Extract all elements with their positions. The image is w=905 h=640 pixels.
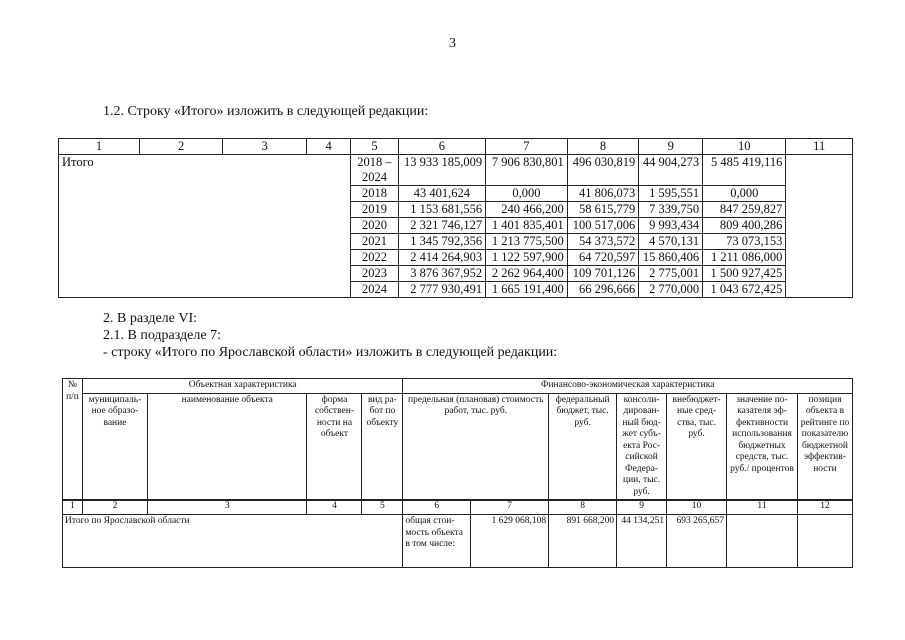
empty-cell — [727, 515, 798, 568]
value-cell: 9 993,434 — [639, 218, 703, 234]
paragraph-dash: - строку «Итого по Ярославской области» изложить в следующей редакции: — [103, 345, 558, 360]
value-cell: 2 414 264,903 — [398, 250, 486, 266]
year-cell: 2021 — [351, 234, 398, 250]
row-label-itogo: Итого — [59, 155, 351, 298]
value-cell: 496 030,819 — [567, 155, 639, 186]
value-cell: 1 211 086,000 — [703, 250, 786, 266]
value-cell: 58 615,779 — [567, 202, 639, 218]
value-cell: 15 860,406 — [639, 250, 703, 266]
value-cell: 1 500 927,425 — [703, 266, 786, 282]
value-cell: 66 296,666 — [567, 282, 639, 298]
table-row — [63, 515, 853, 568]
column-number: 2 — [139, 139, 222, 155]
value-cell: 3 876 367,952 — [398, 266, 486, 282]
table-group-header-row — [63, 379, 853, 394]
value-cell: 7 339,750 — [639, 202, 703, 218]
column-number: 1 — [59, 139, 140, 155]
header-rating-position: позиция объекта в рейтинге по показателю бюджетной эффективности — [797, 393, 852, 500]
value-cell: 240 466,200 — [486, 202, 568, 218]
column-number: 6 — [398, 139, 486, 155]
value-cell: 41 806,073 — [567, 186, 639, 202]
value-cell: 1 665 191,400 — [486, 282, 568, 298]
column-number: 8 — [567, 139, 639, 155]
value-cell: 44 134,251 — [617, 515, 667, 568]
header-object-characteristic: Объектная характеристика — [82, 379, 402, 394]
column-number: 5 — [362, 500, 403, 515]
totals-table — [58, 138, 853, 298]
year-cell: 2023 — [351, 266, 398, 282]
value-cell: 1 345 792,356 — [398, 234, 486, 250]
value-cell: 64 720,597 — [567, 250, 639, 266]
year-cell: 2024 — [351, 282, 398, 298]
header-financial-characteristic: Финансово-экономическая характеристика — [403, 379, 853, 394]
table-row — [59, 155, 853, 186]
table-header-row — [59, 139, 853, 155]
column-number: 7 — [471, 500, 549, 515]
page-number: 3 — [449, 36, 456, 51]
column-number: 9 — [639, 139, 703, 155]
year-cell: 2022 — [351, 250, 398, 266]
total-label: Итого по Ярославской области — [63, 515, 403, 568]
column-11-empty — [786, 155, 853, 298]
year-cell: 2018 — [351, 186, 398, 202]
paragraph-2: 2. В разделе VI: — [103, 311, 198, 326]
value-cell: 1 043 672,425 — [703, 282, 786, 298]
header-consolidated-budget: консолидированный бюджет субъекта Российской Федерации, тыс. руб. — [617, 393, 667, 500]
value-cell: 44 904,273 — [639, 155, 703, 186]
empty-cell — [797, 515, 852, 568]
value-cell: 847 259,827 — [703, 202, 786, 218]
value-cell: 1 629 068,108 — [471, 515, 549, 568]
value-cell: 2 262 964,400 — [486, 266, 568, 282]
column-number: 7 — [486, 139, 568, 155]
value-cell: 13 933 185,009 — [398, 155, 486, 186]
value-cell: 0,000 — [486, 186, 568, 202]
header-federal-budget: федеральный бюджет, тыс. руб. — [549, 393, 617, 500]
value-cell: 2 770,000 — [639, 282, 703, 298]
value-cell: 1 213 775,500 — [486, 234, 568, 250]
header-row-number: № п/п — [63, 379, 83, 501]
column-number: 10 — [703, 139, 786, 155]
column-number: 3 — [223, 139, 306, 155]
column-number: 4 — [306, 139, 350, 155]
value-cell: 1 153 681,556 — [398, 202, 486, 218]
column-number: 9 — [617, 500, 667, 515]
year-cell: 2020 — [351, 218, 398, 234]
value-cell: 693 265,657 — [667, 515, 727, 568]
header-work-type: вид работ по объекту — [362, 393, 403, 500]
value-cell: 1 401 835,401 — [486, 218, 568, 234]
column-number-row — [63, 500, 853, 515]
value-cell: 5 485 419,116 — [703, 155, 786, 186]
paragraph-2-1: 2.1. В подразделе 7: — [103, 328, 221, 343]
column-number: 2 — [82, 500, 147, 515]
column-number: 8 — [549, 500, 617, 515]
value-cell: 100 517,006 — [567, 218, 639, 234]
value-cell: 73 073,153 — [703, 234, 786, 250]
column-number: 12 — [797, 500, 852, 515]
column-number: 10 — [667, 500, 727, 515]
value-cell: 43 401,624 — [398, 186, 486, 202]
value-cell: 4 570,131 — [639, 234, 703, 250]
value-cell: 1 122 597,900 — [486, 250, 568, 266]
header-max-cost: предельная (плановая) стоимость работ, тыс. руб. — [403, 393, 549, 500]
value-cell: 2 777 930,491 — [398, 282, 486, 298]
header-ownership-form: форма собственности на объект — [307, 393, 362, 500]
column-number: 11 — [786, 139, 853, 155]
value-cell: 54 373,572 — [567, 234, 639, 250]
header-municipal: муниципальное образование — [82, 393, 147, 500]
year-cell: 2019 — [351, 202, 398, 218]
yaroslavl-region-table — [62, 378, 853, 568]
column-number: 11 — [727, 500, 798, 515]
value-cell: 109 701,126 — [567, 266, 639, 282]
paragraph-1-2: 1.2. Строку «Итого» изложить в следующей редакции: — [103, 104, 429, 119]
column-number: 6 — [403, 500, 471, 515]
column-number: 1 — [63, 500, 83, 515]
value-cell: 809 400,286 — [703, 218, 786, 234]
value-cell: 2 321 746,127 — [398, 218, 486, 234]
value-cell: 1 595,551 — [639, 186, 703, 202]
value-cell: 2 775,001 — [639, 266, 703, 282]
year-cell: 2018 – 2024 — [351, 155, 398, 186]
column-number: 3 — [147, 500, 307, 515]
value-cell: 7 906 830,801 — [486, 155, 568, 186]
column-number: 4 — [307, 500, 362, 515]
column-number: 5 — [351, 139, 398, 155]
header-extrabudgetary: внебюджетные средства, тыс. руб. — [667, 393, 727, 500]
value-cell: 0,000 — [703, 186, 786, 202]
header-object-name: наименование объекта — [147, 393, 307, 500]
total-description: общая стоимость объекта в том числе: — [403, 515, 471, 568]
value-cell: 891 668,200 — [549, 515, 617, 568]
table-column-header-row — [63, 393, 853, 500]
header-efficiency-indicator: значение показателя эффективности использования бюджетных средств, тыс. руб./ процентов — [727, 393, 798, 500]
